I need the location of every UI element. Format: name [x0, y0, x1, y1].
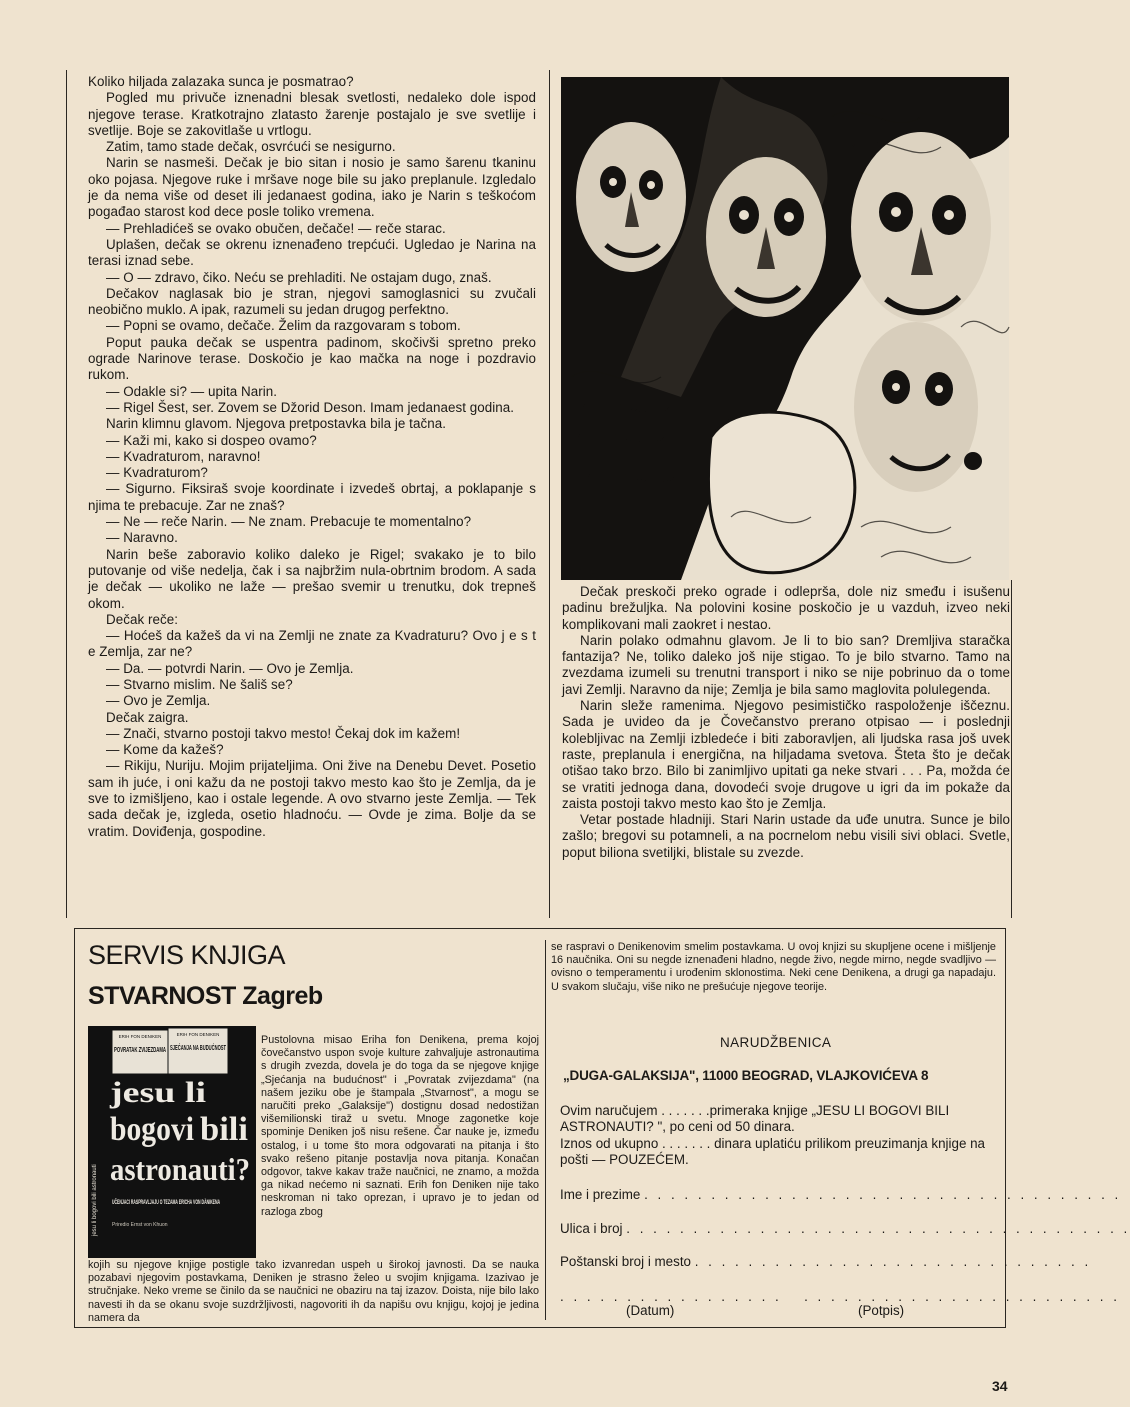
story-paragraph: Narin se nasmeši. Dečak je bio sitan i nosio je samo šarenu tkaninu oko pojasa. Njegove ruke i mršave noge bile su jako preplanule. Izgledalo je da nema više od deset ili jedanaest godina, iako je Narin s teškoćom pogađao starost kod dece posle toliko vremena. — [88, 155, 536, 220]
ad-box-top-border — [74, 928, 1006, 929]
order-text-quantity: Ovim naručujem . . . . . . .primeraka knjige „JESU LI BOGOVI BILI ASTRONAUTI? ", po ceni od 50 dinara. — [560, 1103, 950, 1135]
ad-box-bottom-border — [74, 1327, 1006, 1328]
book-series-left: ERIH FON DENIKEN — [118, 1034, 162, 1039]
story-paragraph: Zatim, tamo stade dečak, osvrćući se nesigurno. — [106, 139, 396, 155]
story-right-column — [562, 584, 1010, 861]
story-paragraph: — Kvadraturom, naravno! — [106, 448, 261, 464]
order-text-payment: Iznos od ukupno . . . . . . . dinara uplatiću prilikom preuzimanja knjige na pošti — POUZEĆEM. — [560, 1135, 986, 1168]
ad-box-left-border — [74, 928, 75, 1328]
ad-description-top: Pustolovna misao Eriha fon Denikena, prema kojoj čovečanstvo uspon svoje kulture zahvaljuje astronautima s drugih zvezda, dovela je do toga da se njegove knjige „Sjećanja na budućnost" i „Povratak zvijezdama" (na našem jeziku obe je štampala „Stvarnost", a mogu se naručiti preko „Galaksije") dostignu dosad nedostižan višemilionski tiraž u svetu. Mnoge zagonetke koje spominje Deniken još nisu rešene. Čar nauke je, između ostalog, i u tome što mora odgovarati na pitanja i što svako rešeno pitanje postavlja nova pitanja. Konačan odgovor, takve kakav traže naučnici, ne znamo, a možda ga nikad nećemo ni saznati. Erih fon Deniken nije tako neskroman ni tako oprezan, i upravo je to jedan od razloga zbog — [261, 1034, 539, 1218]
story-paragraph: Narin beše zaboravio koliko daleko je Rigel; svakako je to bilo putovanje od više nedelja, čak i sa najbržim nula-obrtnim brodom. A sada je dečak — ukoliko ne laže — prešao svemir u trenutku, dok trepneš okom. — [88, 546, 536, 611]
book-editor: Priredio Ernst von Khuon — [112, 1222, 168, 1228]
story-paragraph: — Kaži mi, kako si dospeo ovamo? — [106, 432, 317, 448]
order-signature-line[interactable]: . . . . . . . . . . . . . . . . . . . . . . . . . . . . . . . . . . . . . . . . . — [560, 1289, 1120, 1304]
center-column-rule — [549, 70, 550, 918]
right-column-rule — [1011, 580, 1012, 918]
story-paragraph: — Rikiju, Nuriju. Mojim prijateljima. Oni žive na Denebu Devet. Posetio sam ih juće, i oni kažu da ne postoji takvo mesto kao što je Zemlja, da je sve to izmišljeno, kao i ostale legende. A ovo stvarno jeste Zemlja. — Tek sada dečak je, izgleda, osetio hladnoću. — Ovde je zima. Bolje da se vratim. Doviđenja, gospodine. — [88, 758, 536, 839]
story-paragraph: Narin sleže ramenima. Njegovo pesimističko raspoloženje iščeznu. Sada je uvideo da je Čovečanstvo prerano otpisao — i poslednji kolebljivac na Zemlji izbledeće i biti zaboravljen, ali ljudska rasa još uvek raste, preplanula i energična, na hiljadama svetova. Šteta što je dečak otišao tako brzo. Bilo bi zanimljivo upitati ga neke stvari . . . Pa, možda će se vratiti jednoga dana, dovodeći svoje drugove u igri da im pokaže da zaista postoji takvo mesto kao što je Zemlja. — [562, 698, 1010, 811]
story-paragraph: — Sigurno. Fiksiraš svoje koordinate i izvedeš obrtaj, a poklapanje s njima te prebacuje. Zar ne znaš? — [88, 481, 536, 513]
order-date-label: (Datum) — [626, 1303, 675, 1318]
story-paragraph: Pogled mu privuče iznenadni blesak svetlosti, nedaleko dole ispod njegove terase. Kratkotrajno zlatasto žarenje postajalo je sve svetlije i svetlije. Boje se zakovitlaše u vrtlogu. — [88, 90, 536, 138]
book-cover-image — [88, 1026, 298, 1258]
story-paragraph: Dečak reče: — [106, 611, 178, 627]
ad-title-servis: SERVIS KNJIGA — [88, 940, 286, 970]
ad-description-bottom: kojih su njegove knjige postigle tako izvanredan uspeh u širokoj javnosti. Da se nauka pozabavi njegovim postavkama, Deniken je strasno želeo u svojim knjigama. Izazivao je stručnjake. Neko vreme se činilo da se naučnici ne obaziru na taj izazov. Doista, nije bilo lako navesti ih da se okanu svoje suzdržljivosti, nagovoriti ih da napišu ovu knjigu, kojoj je jedina namera da — [88, 1259, 539, 1324]
story-left-column — [88, 74, 536, 840]
story-paragraph: — Ne — reče Narin. — Ne znam. Prebacuje te momentalno? — [106, 514, 472, 530]
story-paragraph: — Stvarno mislim. Ne šališ se? — [106, 676, 293, 692]
story-paragraph: Uplašen, dečak se okrenu iznenađeno trepćući. Ugledao je Narina na terasi iznad sebe. — [88, 236, 536, 269]
story-paragraph: — Hoćeš da kažeš da vi na Zemlji ne znate za Kvadraturu? Ovo j e s t e Zemlja, zar ne? — [88, 628, 536, 660]
order-signature-label: (Potpis) — [858, 1303, 905, 1318]
story-paragraph: — Znači, stvarno postoji takvo mesto! Čekaj dok im kažem! — [106, 725, 461, 741]
story-paragraph: Narin klimnu glavom. Njegova pretpostavka bila je tačna. — [106, 416, 446, 432]
story-paragraph: Dečakov naglasak bio je stran, njegovi samoglasnici su zvučali neobično muklo. A ipak, razumeli su jedan drugog perfektno. — [88, 285, 536, 318]
order-field-postcode[interactable]: Poštanski broj i mesto . . . . . . . . . . . . . . . . . . . . . . . . . . . . . . — [560, 1254, 1092, 1269]
story-paragraph: — Popni se ovamo, dečače. Želim da razgovaram s tobom. — [106, 318, 461, 334]
field-label: Poštanski broj i mesto — [560, 1254, 691, 1269]
story-paragraph: — Kome da kažeš? — [106, 742, 224, 758]
book-spine-title: jesu li bogovi bili astronauti — [92, 1164, 98, 1236]
order-address: „DUGA-GALAKSIJA", 11000 BEOGRAD, VLAJKOVIĆEVA 8 — [563, 1068, 929, 1083]
book-big-word-4: astronauti? — [110, 1151, 250, 1187]
story-paragraph: Vetar postade hladniji. Stari Narin ustade da uđe unutra. Sunce je bilo zašlo; bregovi su potamneli, a na pocrnelom nebu visili sivi oblaci. Svetle, poput biliona svetiljki, blistale su zvezde. — [562, 812, 1010, 860]
book-big-word-3: bili — [200, 1111, 248, 1148]
story-paragraph: — Rigel Šest, ser. Zovem se Džorid Deson. Imam jedanaest godina. — [106, 399, 515, 415]
left-column-rule — [66, 70, 67, 918]
story-paragraph: Dečak zaigra. — [106, 709, 189, 725]
order-field-street[interactable]: Ulica i broj . . . . . . . . . . . . . . . . . . . . . . . . . . . . . . . . . . . . . . — [560, 1221, 1130, 1236]
story-paragraph: — Prehladićeš se ovako obučen, dečače! — reče starac. — [106, 220, 446, 236]
story-paragraph: Poput pauka dečak se uspentra padinom, skočivši spretno preko ograde Narinove terase. Doskočio je kao mačka na noge i pozdravio rukom. — [88, 334, 536, 383]
book-cover-artwork — [88, 1026, 298, 1258]
book-title-left: POVRATAK ZVIJEZDAMA — [114, 1047, 166, 1054]
story-paragraph: — Ovo je Zemlja. — [106, 693, 211, 709]
book-title-right: SJEĆANJA NA BUDUĆNOST — [170, 1045, 266, 1052]
story-paragraph: Narin polako odmahnu glavom. Je li to bio san? Dremljiva staračka fantazija? Ne, toliko daleko još nije stigao. To je bilo stvarno. Tamo na zvezdama izumeli su trenutni transport i niko se nije pobrinuo da o tome javi Zemlji. Naravno da nije; Zemlja je bila samo maglovita polulegenda. — [562, 632, 1010, 697]
ad-box-center-divider — [545, 940, 546, 1320]
story-paragraph: — O — zdravo, čiko. Neću se prehladiti. Ne ostajam dugo, znaš. — [106, 269, 492, 285]
field-label: Ulica i broj — [560, 1221, 623, 1236]
book-series-right: ERIH FON DENIKEN — [176, 1032, 220, 1037]
field-label: Ime i prezime — [560, 1187, 641, 1202]
order-field-name[interactable]: Ime i prezime . . . . . . . . . . . . . . . . . . . . . . . . . . . . . . . . . . . . — [560, 1187, 1122, 1202]
story-paragraph: Koliko hiljada zalazaka sunca je posmatrao? — [88, 74, 354, 89]
story-paragraph: — Odakle si? — upita Narin. — [106, 383, 278, 399]
ad-title-publisher: STVARNOST Zagreb — [88, 982, 323, 1010]
book-big-word-2: bogovi — [110, 1111, 194, 1148]
ink-drawing-faces — [561, 77, 1009, 580]
page-number: 34 — [992, 1378, 1008, 1394]
order-form-title: NARUDŽBENICA — [720, 1035, 832, 1050]
story-paragraph: — Kvadraturom? — [106, 465, 208, 481]
story-paragraph: — Naravno. — [106, 530, 178, 546]
story-paragraph: Dečak preskoči preko ograde i odleprša, dole niz smeđu i isušenu padinu brežuljka. Na polovini kosine poskočio je u vazduh, izveo neki komplikovani mali zaokret i nestao. — [562, 584, 1010, 632]
story-paragraph: — Da. — potvrdi Narin. — Ovo je Zemlja. — [106, 660, 354, 676]
book-big-word-1: jesu li — [108, 1076, 206, 1109]
story-illustration — [561, 77, 1009, 580]
order-text — [560, 1103, 990, 1169]
book-subtitle: UČENJACI RASPRAVLJAJU O TEZAMA ERICHA VON DÄNIKENA — [112, 1200, 298, 1206]
ad-description-right: se raspravi o Denikenovim smelim postavkama. U ovoj knjizi su skupljene ocene i mišljenje 16 naučnika. Oni su negde iznenađeni hladno, negde živo, negde mirno, negde svadljivo — ovisno o temperamentu i urođenim sklonostima. Neki cene Denikena, a drugi ga napadaju. U svakom slučaju, više niko ne prešućuje njegove teorije. — [551, 941, 996, 993]
